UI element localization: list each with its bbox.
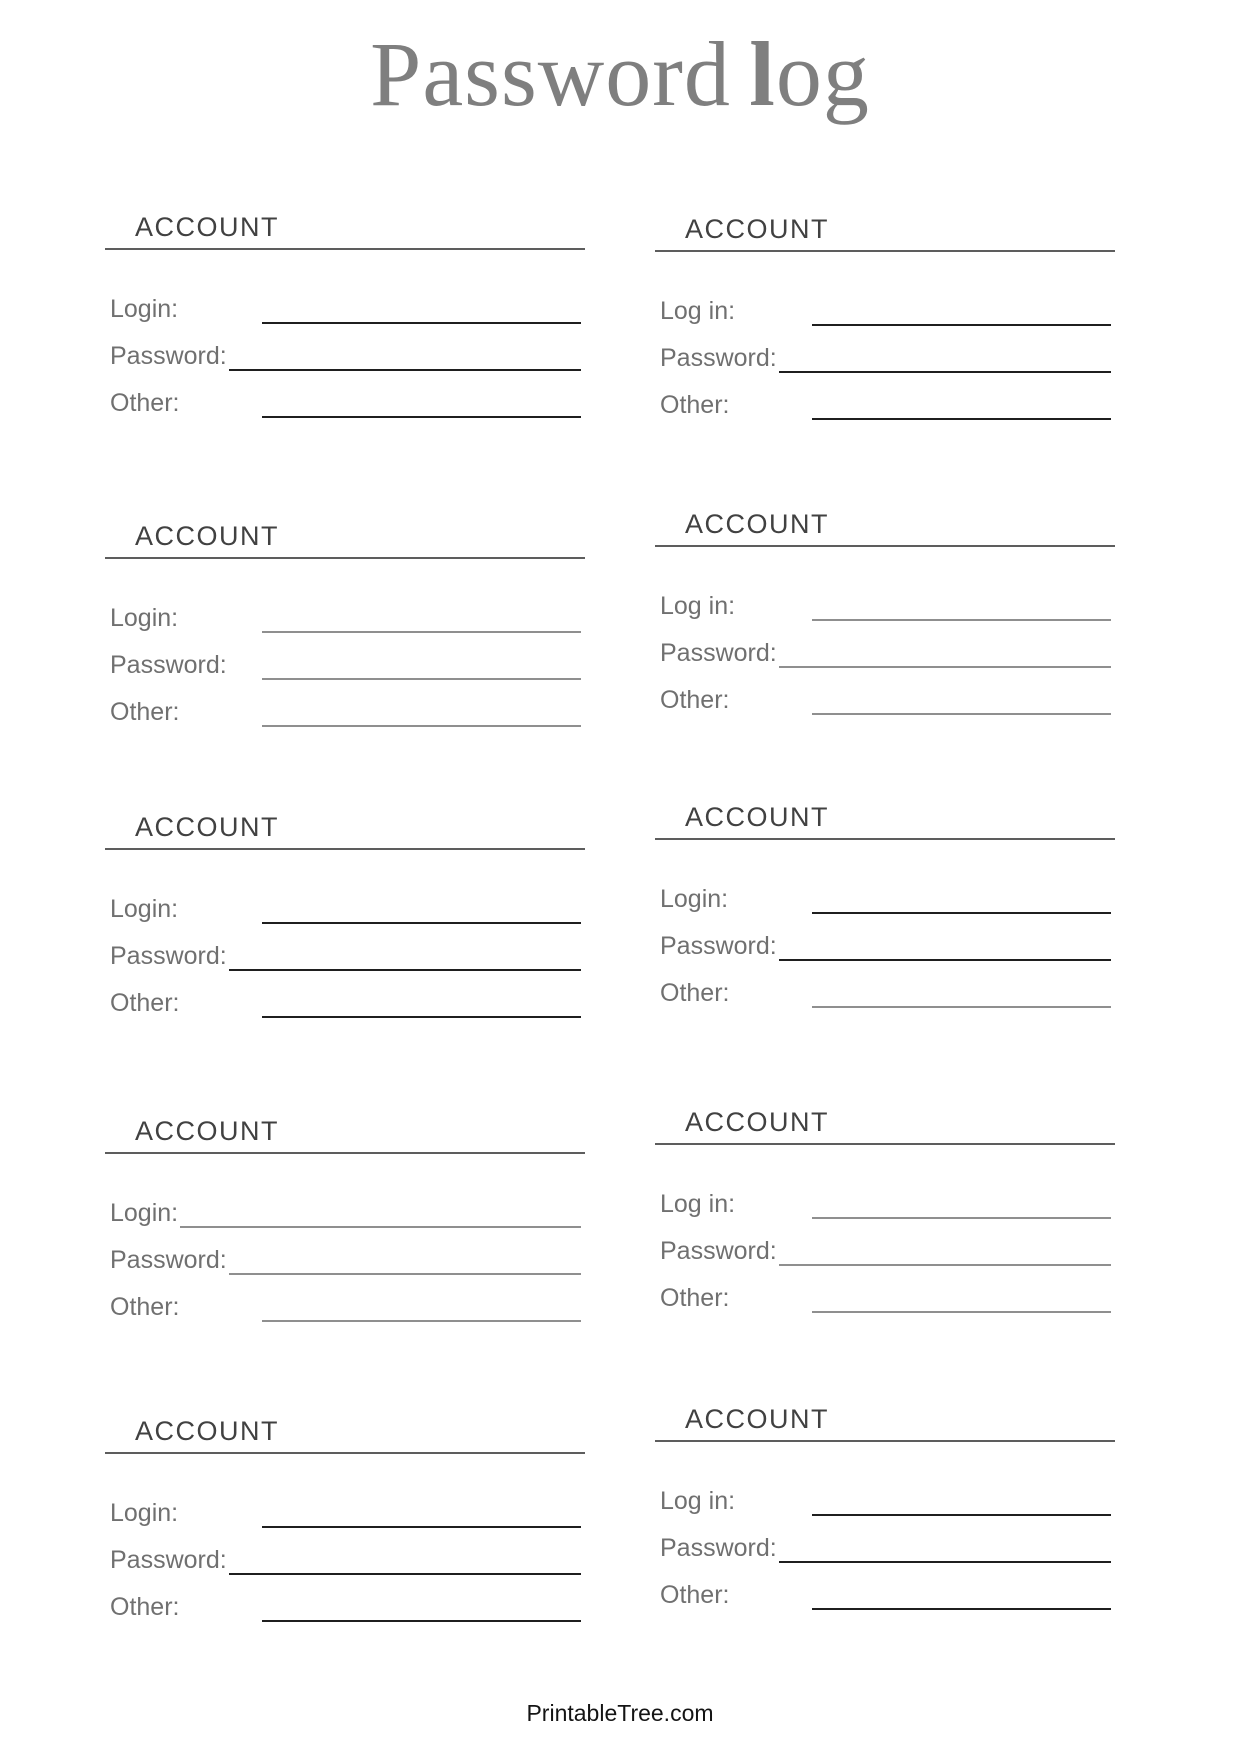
account-fields (105, 1198, 585, 1322)
other-write-line (262, 1292, 581, 1322)
login-field-row (105, 603, 585, 633)
login-label: Log in: (660, 592, 736, 620)
other-label: Other: (110, 989, 180, 1017)
password-label: Password: (110, 1546, 227, 1574)
account-header-label: ACCOUNT (135, 812, 279, 842)
password-label: Password: (660, 344, 777, 372)
password-write-line (229, 941, 581, 971)
account-header-label: ACCOUNT (685, 509, 829, 539)
login-write-line (812, 296, 1111, 326)
login-label: Login: (110, 895, 179, 923)
login-label: Login: (110, 1499, 179, 1527)
login-label: Login: (660, 885, 729, 913)
other-write-line (262, 388, 581, 418)
password-field-row (655, 638, 1115, 668)
password-field-row (105, 1545, 585, 1575)
account-header (655, 1404, 1115, 1442)
other-label: Other: (660, 1581, 730, 1609)
other-label: Other: (110, 698, 180, 726)
login-write-line (812, 1189, 1111, 1219)
footer-site-name: PrintableTree.com (526, 1700, 714, 1726)
other-write-line (812, 685, 1111, 715)
login-write-line (812, 884, 1111, 914)
other-field-row (655, 390, 1115, 420)
other-write-line (812, 978, 1111, 1008)
account-fields (655, 1486, 1115, 1610)
password-write-line (229, 1245, 581, 1275)
password-write-line (262, 650, 581, 680)
account-fields (655, 296, 1115, 420)
account-fields (105, 603, 585, 727)
account-block (655, 802, 1115, 1008)
account-header (655, 1107, 1115, 1145)
account-block (655, 1404, 1115, 1610)
login-field-row (655, 1486, 1115, 1516)
password-field-row (655, 1236, 1115, 1266)
login-field-row (655, 591, 1115, 621)
other-label: Other: (110, 1293, 180, 1321)
login-field-row (105, 1498, 585, 1528)
login-label: Login: (110, 295, 179, 323)
login-label: Login: (110, 1199, 179, 1227)
other-field-row (105, 697, 585, 727)
account-header (655, 214, 1115, 252)
other-label: Other: (110, 389, 180, 417)
login-label: Log in: (660, 1487, 736, 1515)
account-block (655, 214, 1115, 420)
account-header-label: ACCOUNT (135, 521, 279, 551)
password-field-row (105, 1245, 585, 1275)
password-field-row (105, 650, 585, 680)
login-field-row (655, 1189, 1115, 1219)
password-label: Password: (110, 1246, 227, 1274)
password-write-line (229, 341, 581, 371)
other-field-row (655, 685, 1115, 715)
login-label: Log in: (660, 297, 736, 325)
account-block (105, 1116, 585, 1322)
other-label: Other: (660, 686, 730, 714)
account-fields (655, 1189, 1115, 1313)
login-write-line (262, 294, 581, 324)
password-label: Password: (110, 942, 227, 970)
password-label: Password: (110, 342, 227, 370)
other-label: Other: (660, 979, 730, 1007)
account-fields (105, 1498, 585, 1622)
account-header-label: ACCOUNT (685, 1404, 829, 1434)
account-header (105, 1416, 585, 1454)
password-label: Password: (660, 1237, 777, 1265)
login-label: Login: (110, 604, 179, 632)
password-field-row (105, 341, 585, 371)
account-header-label: ACCOUNT (135, 1116, 279, 1146)
password-field-row (655, 343, 1115, 373)
password-write-line (779, 638, 1111, 668)
other-write-line (262, 1592, 581, 1622)
login-write-line (180, 1198, 581, 1228)
other-write-line (812, 390, 1111, 420)
account-block (105, 812, 585, 1018)
account-fields (105, 894, 585, 1018)
title-word-password: Password (370, 23, 731, 125)
other-write-line (812, 1283, 1111, 1313)
password-field-row (655, 1533, 1115, 1563)
password-field-row (655, 931, 1115, 961)
account-header-label: ACCOUNT (685, 802, 829, 832)
login-write-line (812, 1486, 1111, 1516)
account-block (105, 212, 585, 418)
other-write-line (262, 988, 581, 1018)
other-field-row (655, 978, 1115, 1008)
account-fields (655, 591, 1115, 715)
account-block (105, 1416, 585, 1622)
password-write-line (779, 931, 1111, 961)
account-block (655, 509, 1115, 715)
other-field-row (655, 1580, 1115, 1610)
other-write-line (812, 1580, 1111, 1610)
login-label: Log in: (660, 1190, 736, 1218)
login-field-row (655, 296, 1115, 326)
account-header (105, 521, 585, 559)
account-block (655, 1107, 1115, 1313)
other-field-row (105, 1592, 585, 1622)
password-label: Password: (110, 651, 227, 679)
account-header (105, 212, 585, 250)
page-title (0, 23, 1240, 125)
account-header-label: ACCOUNT (685, 1107, 829, 1137)
login-field-row (655, 884, 1115, 914)
login-write-line (262, 603, 581, 633)
account-block (105, 521, 585, 727)
login-field-row (105, 294, 585, 324)
account-header (105, 1116, 585, 1154)
login-field-row (105, 1198, 585, 1228)
password-label: Password: (660, 1534, 777, 1562)
login-write-line (262, 894, 581, 924)
account-fields (105, 294, 585, 418)
title-word-og: og (775, 23, 870, 125)
login-field-row (105, 894, 585, 924)
other-field-row (105, 988, 585, 1018)
account-header-label: ACCOUNT (135, 1416, 279, 1446)
account-header-label: ACCOUNT (685, 214, 829, 244)
password-write-line (779, 1533, 1111, 1563)
account-header (655, 509, 1115, 547)
other-field-row (105, 1292, 585, 1322)
account-fields (655, 884, 1115, 1008)
password-write-line (229, 1545, 581, 1575)
other-label: Other: (660, 1284, 730, 1312)
other-label: Other: (660, 391, 730, 419)
account-header (655, 802, 1115, 840)
password-label: Password: (660, 932, 777, 960)
password-label: Password: (660, 639, 777, 667)
account-header-label: ACCOUNT (135, 212, 279, 242)
account-header (105, 812, 585, 850)
password-write-line (779, 1236, 1111, 1266)
title-letter-l: l (749, 23, 776, 125)
other-field-row (655, 1283, 1115, 1313)
password-field-row (105, 941, 585, 971)
other-write-line (262, 697, 581, 727)
login-write-line (812, 591, 1111, 621)
other-field-row (105, 388, 585, 418)
login-write-line (262, 1498, 581, 1528)
password-write-line (779, 343, 1111, 373)
other-label: Other: (110, 1593, 180, 1621)
